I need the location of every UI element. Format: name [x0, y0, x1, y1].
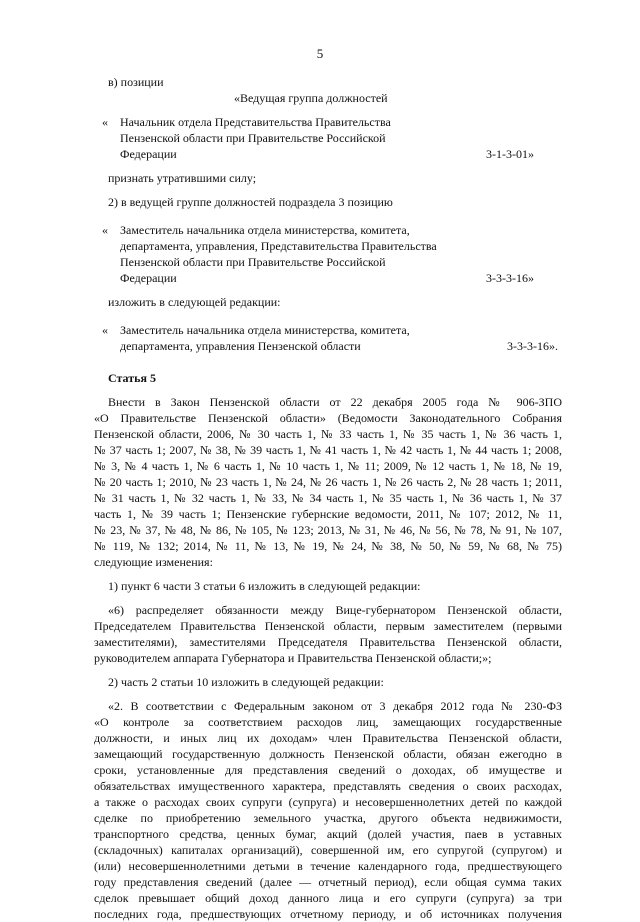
paragraph-line: № 119, № 132; 2014, № 11, № 13, № 19, № 24, № 38, № 50, № 59, № 68, № 75): [94, 539, 562, 553]
paragraph-line: следующие изменения:: [94, 555, 213, 569]
paragraph-line: сроки, установленные для представления сведений о доходах, об имуществе и: [94, 763, 562, 777]
paragraph-line: часть 1, № 39 часть 1; Пензенские губернские ведомости, 2011, № 107; 2012, № 11,: [94, 507, 562, 521]
page-number: 5: [316, 46, 324, 61]
paragraph-line: должности, и иных лиц их доходам» член Правительства Пензенской области,: [94, 731, 562, 745]
paragraph-line: № 3, № 4 часть 1, № 6 часть 1, № 10 часть 1, № 11; 2009, № 12 часть 1, № 18, № 19,: [94, 459, 562, 473]
repealed-text: признать утратившими силу;: [108, 171, 257, 185]
article-paragraph: [94, 394, 562, 570]
position-1-line: Начальник отдела Представительства Правительства: [120, 115, 391, 129]
paragraph-line: № 37 часть 1; 2007, № 38, № 39 часть 1, № 41 часть 1, № 42 часть 1, № 44 часть 1; 2008,: [94, 443, 562, 457]
paragraph-line: № 23, № 37, № 48, № 86, № 105, № 123; 2013, № 31, № 46, № 56, № 78, № 91, № 107,: [94, 523, 562, 537]
document-body: [94, 74, 562, 922]
position-3-line: Заместитель начальника отдела министерства, комитета,: [120, 323, 410, 337]
paragraph-line: (складочных) капиталах организаций), совершенной им, его супругой (супругом) и: [94, 843, 562, 857]
paragraph-line: «6) распределяет обязанности между Вице-губернатором Пензенской области,: [108, 603, 562, 617]
item-v: в) позиции: [108, 75, 164, 89]
position-2: [102, 222, 562, 286]
paragraph-line: замещающий государственную должность Пензенской области, обязан ежегодно в: [94, 747, 562, 761]
paragraph-line: Внести в Закон Пензенской области от 22 декабря 2005 года № 906-ЗПО: [108, 395, 562, 409]
position-3-line: департамента, управления Пензенской области: [120, 339, 361, 353]
paragraph-line: «О контроле за соответствием расходов лиц, замещающих государственные: [94, 715, 562, 729]
paragraph-line: обязательствах имущественного характера, представлять сведения о своих расходах,: [94, 779, 562, 793]
paragraph-line: транспортного средства, ценных бумаг, акций (долей участия, паев в уставных: [94, 827, 562, 841]
paragraph-line: руководителем аппарата Губернатора и Правительства Пензенской области;»;: [94, 651, 492, 665]
position-1-line: Пензенской области при Правительстве Российской: [120, 131, 386, 145]
position-1: [102, 114, 562, 162]
paragraph-line: последних года, предшествующих отчетному периоду, и об источниках получения: [94, 907, 562, 921]
position-2-code: 3-3-3-16»: [486, 271, 534, 285]
position-3: [102, 322, 562, 354]
position-3-code: 3-3-3-16».: [507, 339, 558, 353]
open-quote: «: [102, 323, 108, 337]
position-2-line: Федерации: [120, 271, 177, 285]
paragraph-line: «2. В соответствии с Федеральным законом от 3 декабря 2012 года № 230-ФЗ: [108, 699, 562, 713]
group-title: «Ведущая группа должностей: [234, 91, 388, 105]
paragraph-line: № 20 часть 1; 2010, № 23 часть 1, № 24, № 26 часть 1, № 26 часть 2, № 28 часть 1; 2011,: [94, 475, 562, 489]
open-quote: «: [102, 115, 108, 129]
subitem-2-text: [94, 698, 562, 922]
position-2-line: департамента, управления, Представительства Правительства: [120, 239, 437, 253]
paragraph-line: а также о расходах своих супруги (супруга) и несовершеннолетних детей по каждой: [94, 795, 562, 809]
subitem-1-text: [94, 602, 562, 666]
paragraph-line: сделок превышает общий доход данного лица и его супруги (супруга) за три: [94, 891, 562, 905]
position-1-code: 3-1-3-01»: [486, 147, 534, 161]
paragraph-line: сделке по приобретению земельного участка, другого объекта недвижимости,: [94, 811, 562, 825]
article-title: Статья 5: [108, 371, 156, 385]
paragraph-line: № 31 часть 1, № 32 часть 1, № 33, № 34 часть 1, № 35 часть 1, № 36 часть 1, № 37: [94, 491, 562, 505]
subitem-1: 1) пункт 6 части 3 статьи 6 изложить в следующей редакции:: [108, 579, 421, 593]
paragraph-line: (или) несовершеннолетними детьми в течение календарного года, предшествующего: [94, 859, 562, 873]
position-1-line: Федерации: [120, 147, 177, 161]
paragraph-line: «О Правительстве Пензенской области» (Ведомости Законодательного Собрания: [94, 411, 562, 425]
paragraph-line: Председателем Правительства Пензенской области, первым заместителем (первыми: [94, 619, 562, 633]
paragraph-line: Пензенской области, 2006, № 30 часть 1, № 33 часть 1, № 35 часть 1, № 36 часть 1,: [94, 427, 562, 441]
position-2-line: Заместитель начальника отдела министерства, комитета,: [120, 223, 410, 237]
subitem-2: 2) часть 2 статьи 10 изложить в следующей редакции:: [108, 675, 384, 689]
new-edition-text: изложить в следующей редакции:: [108, 295, 281, 309]
open-quote: «: [102, 223, 108, 237]
item-2: 2) в ведущей группе должностей подраздела 3 позицию: [108, 195, 393, 209]
paragraph-line: году представления сведений (далее — отчетный период), если общая сумма таких: [94, 875, 562, 889]
position-2-line: Пензенской области при Правительстве Российской: [120, 255, 386, 269]
paragraph-line: заместителями), заместителями Председателя Правительства Пензенской области,: [94, 635, 562, 649]
